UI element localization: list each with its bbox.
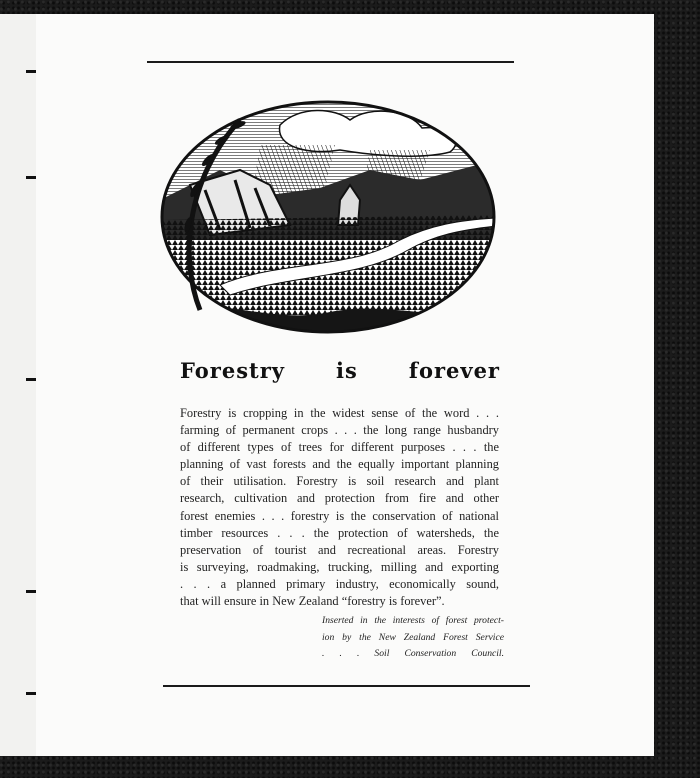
bottom-rule (163, 685, 530, 687)
body-line: farming of permanent crops . . . the long range husbandry (180, 423, 499, 438)
body-line: research, cultivation and protection from fire and other (180, 491, 499, 506)
body-line: planning of vast forests and the equally important planning (180, 457, 499, 472)
body-line: Forestry is cropping in the widest sense of the word . . . (180, 406, 499, 420)
body-line: preservation of tourist and recreational areas. Forestry (180, 542, 499, 557)
body-line: that will ensure in New Zealand “forestry is forever”. (180, 594, 445, 609)
credit-note (322, 613, 504, 663)
top-rule (147, 61, 514, 63)
body-line: of different types of trees for different purposes . . . the (180, 440, 499, 455)
woodcut-landscape-illustration (160, 100, 496, 335)
credit-line: ion by the New Zealand Forest Service (322, 631, 504, 643)
body-line: is surveying, roadmaking, trucking, milling and exporting (180, 559, 499, 574)
body-paragraph (180, 405, 499, 610)
body-line: timber resources . . . the protection of watersheds, the (180, 525, 499, 540)
body-line: forest enemies . . . forestry is the conservation of national (180, 508, 499, 523)
body-line: . . . a planned primary industry, economically sound, (180, 576, 499, 591)
credit-line: Inserted in the interests of forest protect- (322, 615, 504, 626)
page-title: Forestry is forever (180, 358, 500, 383)
credit-line: . . . Soil Conservation Council. (322, 648, 504, 659)
body-line: of their utilisation. Forestry is soil research and plant (180, 474, 499, 489)
facing-page-edge (0, 14, 38, 756)
